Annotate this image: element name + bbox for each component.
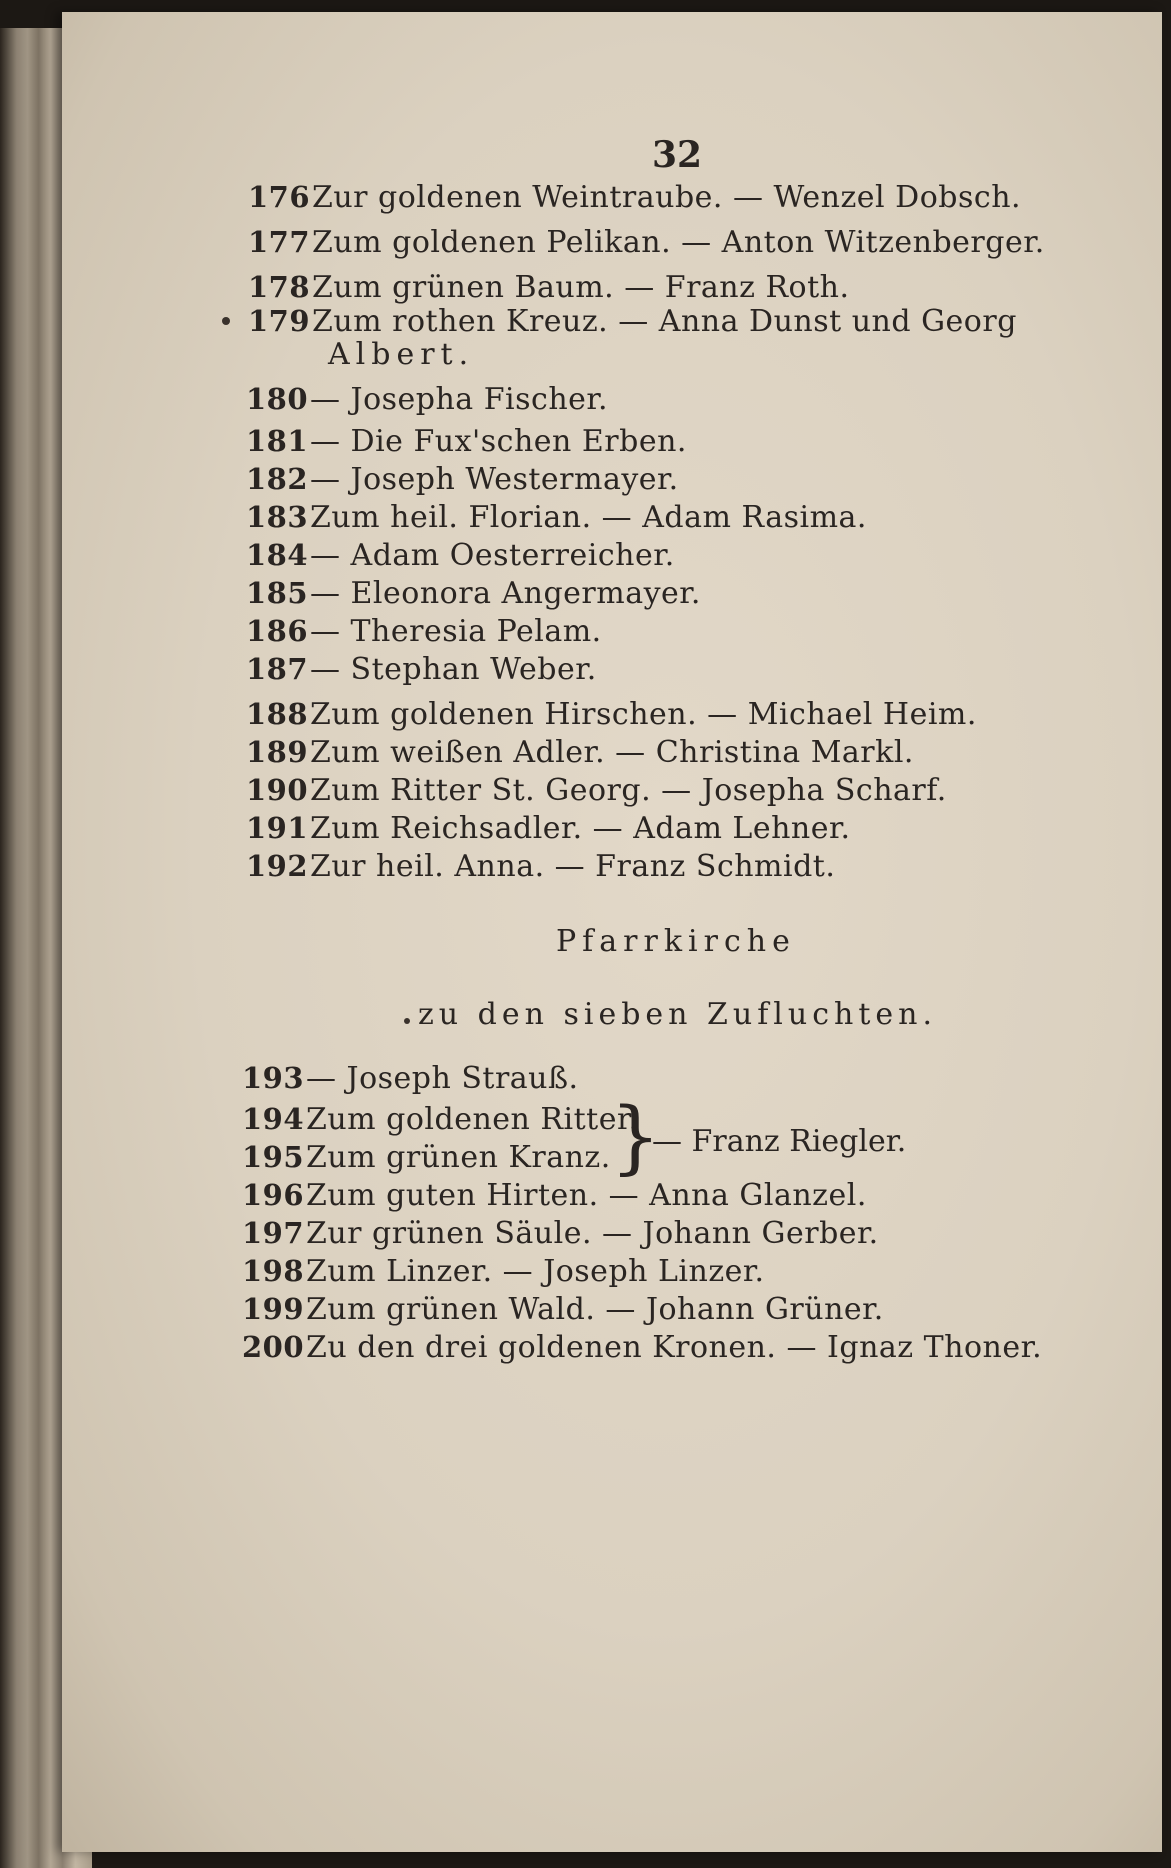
entry-text: — Josepha Fischer. bbox=[310, 382, 608, 417]
entry-number: 187 bbox=[246, 652, 309, 686]
entry-number: 194 bbox=[242, 1102, 305, 1136]
entry-text: Zum Reichsadler. — Adam Lehner. bbox=[310, 811, 851, 846]
page-number: 32 bbox=[652, 134, 703, 176]
entry-number: 186 bbox=[246, 614, 309, 648]
section-subtitle: zu den sieben Zufluchten. bbox=[418, 997, 938, 1032]
entry-number: 196 bbox=[242, 1178, 305, 1212]
entry-text: Zum grünen Baum. — Franz Roth. bbox=[312, 270, 850, 305]
page bbox=[62, 12, 1162, 1852]
ink-dot bbox=[404, 1018, 410, 1024]
entry-text: — Theresia Pelam. bbox=[310, 614, 602, 649]
entry-text: Zur heil. Anna. — Franz Schmidt. bbox=[310, 849, 836, 884]
entry-text: Zur goldenen Weintraube. — Wenzel Dobsch. bbox=[312, 180, 1022, 215]
entry-text: Zum goldenen Ritter. bbox=[306, 1102, 639, 1137]
entry-text: — Eleonora Angermayer. bbox=[310, 576, 701, 611]
entry-text: Zum weißen Adler. — Christina Markl. bbox=[310, 735, 914, 770]
shared-owner: — Franz Riegler. bbox=[652, 1124, 907, 1159]
entry-number: 181 bbox=[246, 424, 309, 458]
entry-number: 198 bbox=[242, 1254, 305, 1288]
entry-number: 188 bbox=[246, 697, 309, 731]
entry-text: Albert. bbox=[328, 337, 475, 372]
entry-number: 176 bbox=[248, 180, 311, 214]
entry-number: 197 bbox=[242, 1216, 305, 1250]
ink-dot bbox=[222, 317, 230, 325]
entry-text: Zum grünen Wald. — Johann Grüner. bbox=[306, 1292, 884, 1327]
entry-text: — Joseph Strauß. bbox=[306, 1061, 579, 1096]
entry-number: 193 bbox=[242, 1061, 305, 1095]
entry-text: — Stephan Weber. bbox=[310, 652, 597, 687]
brace-icon: } bbox=[610, 1090, 661, 1183]
entry-text: — Adam Oesterreicher. bbox=[310, 538, 675, 573]
entry-number: 180 bbox=[246, 382, 309, 416]
entry-text: Zu den drei goldenen Kronen. — Ignaz Thoner. bbox=[306, 1330, 1043, 1365]
entry-text: Zum rothen Kreuz. — Anna Dunst und Georg bbox=[312, 304, 1017, 339]
entry-number: 195 bbox=[242, 1140, 305, 1174]
entry-number: 185 bbox=[246, 576, 309, 610]
entry-number: 178 bbox=[248, 270, 311, 304]
entry-text: Zur grünen Säule. — Johann Gerber. bbox=[306, 1216, 879, 1251]
entry-text: Zum grünen Kranz. bbox=[306, 1140, 611, 1175]
entry-number: 190 bbox=[246, 773, 309, 807]
entry-text: Zum guten Hirten. — Anna Glanzel. bbox=[306, 1178, 867, 1213]
section-title: Pfarrkirche bbox=[556, 924, 796, 959]
entry-number: 177 bbox=[248, 225, 311, 259]
entry-number: 179 bbox=[248, 304, 311, 338]
entry-number: 182 bbox=[246, 462, 309, 496]
entry-number: 183 bbox=[246, 500, 309, 534]
entry-text: — Joseph Westermayer. bbox=[310, 462, 679, 497]
entry-text: Zum goldenen Pelikan. — Anton Witzenberger. bbox=[312, 225, 1045, 260]
entry-number: 189 bbox=[246, 735, 309, 769]
entry-number: 192 bbox=[246, 849, 309, 883]
entry-text: Zum heil. Florian. — Adam Rasima. bbox=[310, 500, 867, 535]
entry-number: 184 bbox=[246, 538, 309, 572]
entry-text: Zum goldenen Hirschen. — Michael Heim. bbox=[310, 697, 977, 732]
entry-number: 200 bbox=[242, 1330, 305, 1364]
entry-text: — Die Fux'schen Erben. bbox=[310, 424, 687, 459]
entry-text: Zum Linzer. — Joseph Linzer. bbox=[306, 1254, 765, 1289]
entry-number: 191 bbox=[246, 811, 309, 845]
entry-number: 199 bbox=[242, 1292, 305, 1326]
entry-text: Zum Ritter St. Georg. — Josepha Scharf. bbox=[310, 773, 947, 808]
